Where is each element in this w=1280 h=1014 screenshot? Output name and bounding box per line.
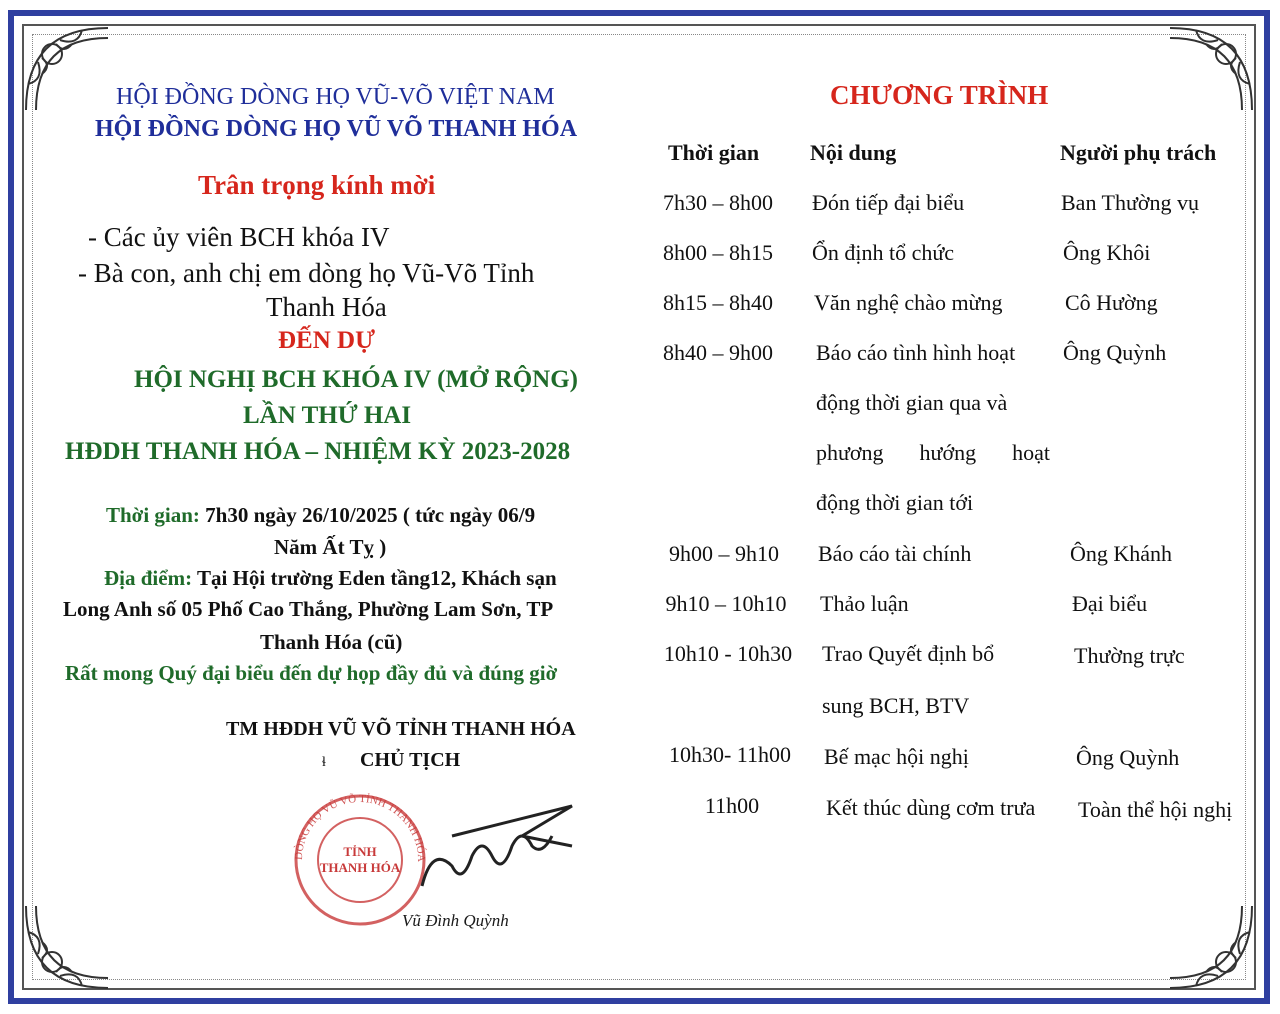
red-seal-icon	[272, 776, 608, 944]
signer-name: Vũ Đình Quỳnh	[402, 911, 509, 930]
row-person: Ông Khôi	[1063, 240, 1151, 265]
time-label: Thời gian:	[106, 503, 200, 527]
signature-mark: ɬ	[322, 755, 326, 770]
place-value-continued: Thanh Hóa (cũ)	[260, 630, 403, 654]
row-person: Đại biểu	[1072, 591, 1148, 616]
place-value-continued: Long Anh số 05 Phố Cao Thắng, Phường Lam Sơn, TP	[63, 597, 554, 621]
corner-ornament-icon	[1166, 902, 1256, 992]
svg-text:TỈNH: TỈNH	[343, 844, 377, 859]
row-content: Báo cáo tình hình hoạt	[816, 340, 1016, 365]
row-content: Trao Quyết định bổ	[822, 641, 995, 666]
row-content: Kết thúc dùng cơm trưa	[826, 795, 1036, 820]
row-time: 10h30- 11h00	[668, 742, 791, 767]
event-title-line: HĐDH THANH HÓA – NHIỆM KỲ 2023-2028	[65, 438, 571, 465]
row-content: Đón tiếp đại biểu	[812, 190, 965, 215]
row-person: Ông Quỳnh	[1076, 745, 1180, 770]
row-content: phương hướng hoạt	[816, 440, 1050, 465]
program-title: CHƯƠNG TRÌNH	[830, 80, 1049, 110]
time-value: 7h30 ngày 26/10/2025 ( tức ngày 06/9	[205, 503, 536, 527]
recipient-item-continued: Thanh Hóa	[266, 292, 387, 322]
signature-title: TM HĐDH VŨ VÕ TỈNH THANH HÓA	[226, 718, 576, 740]
row-person: Ông Quỳnh	[1063, 340, 1167, 365]
header-time: Thời gian	[668, 140, 760, 165]
row-content: Ổn định tổ chức	[812, 240, 955, 265]
row-content: động thời gian qua và	[816, 390, 1008, 415]
signature-position: CHỦ TỊCH	[360, 749, 461, 771]
row-time: 8h40 – 9h00	[663, 340, 773, 365]
invitation-title: Trân trọng kính mời	[198, 170, 436, 200]
row-content: Thảo luận	[820, 591, 909, 616]
row-time: 7h30 – 8h00	[663, 190, 773, 215]
corner-ornament-icon	[22, 24, 112, 114]
stamp-and-signature	[272, 776, 608, 944]
recipient-item: - Bà con, anh chị em dòng họ Vũ-Võ Tỉnh	[78, 258, 535, 288]
corner-ornament-icon	[22, 902, 112, 992]
time-value-continued: Năm Ất Tỵ )	[274, 535, 387, 559]
row-time: 8h00 – 8h15	[663, 240, 773, 265]
event-time	[106, 503, 535, 528]
stamp-ring-text: DÒNG HỌ VŨ VÕ TỈNH THANH HÓA	[292, 792, 428, 863]
header-content: Nội dung	[810, 140, 897, 165]
row-content: Bế mạc hội nghị	[824, 744, 969, 769]
header-person: Người phụ trách	[1060, 140, 1217, 165]
corner-ornament-icon	[1166, 24, 1256, 114]
row-time: 10h10 - 10h30	[663, 641, 793, 666]
event-title-line: HỘI NGHỊ BCH KHÓA IV (MỞ RỘNG)	[134, 366, 579, 393]
row-person: Thường trực	[1074, 643, 1185, 668]
row-time: 11h00	[704, 793, 760, 818]
row-content: sung BCH, BTV	[822, 693, 970, 718]
attend-heading: ĐẾN DỰ	[278, 327, 375, 354]
row-person: Cô Hường	[1065, 290, 1158, 315]
row-content: Văn nghệ chào mừng	[814, 290, 1003, 315]
row-content: động thời gian tới	[816, 490, 974, 515]
row-time: 8h15 – 8h40	[663, 290, 773, 315]
place-value: Tại Hội trường Eden tầng12, Khách sạn	[196, 566, 557, 590]
row-person: Ông Khánh	[1070, 541, 1173, 566]
row-time: 9h00 – 9h10	[669, 541, 779, 566]
row-person: Ban Thường vụ	[1061, 190, 1200, 215]
org-line-provincial: HỘI ĐỒNG DÒNG HỌ VŨ VÕ THANH HÓA	[95, 116, 578, 142]
row-time: 9h10 – 10h10	[665, 591, 787, 616]
svg-text:THANH HÓA: THANH HÓA	[319, 860, 401, 875]
attendance-request: Rất mong Quý đại biểu đến dự họp đầy đủ và đúng giờ	[65, 661, 558, 685]
row-content: Báo cáo tài chính	[818, 541, 972, 566]
place-label: Địa điểm:	[104, 566, 193, 590]
event-title-line: LẦN THỨ HAI	[243, 402, 412, 429]
org-line-national: HỘI ĐỒNG DÒNG HỌ VŨ-VÕ VIỆT NAM	[116, 84, 555, 110]
row-person: Toàn thể hội nghị	[1078, 797, 1233, 822]
event-place	[104, 566, 557, 591]
recipient-item: - Các ủy viên BCH khóa IV	[88, 222, 390, 252]
